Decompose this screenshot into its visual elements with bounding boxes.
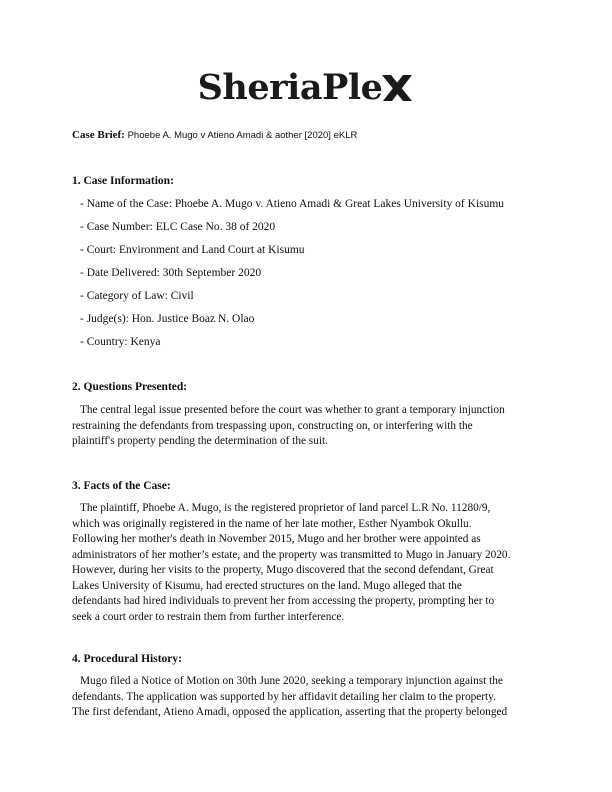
paragraph-line: administrators of her mother’s estate, and the property was transmitted to Mugo in January 2020. bbox=[72, 548, 511, 561]
section-heading-case-information: 1. Case Information: bbox=[72, 175, 174, 187]
section-heading-procedural-history: 4. Procedural History: bbox=[72, 653, 182, 665]
paragraph-line: Following her mother's death in November 2015, Mugo and her brother were appointed as bbox=[72, 533, 481, 545]
case-info-item: - Name of the Case: Phoebe A. Mugo v. Atieno Amadi & Great Lakes University of Kisumu bbox=[80, 198, 505, 210]
procedural-paragraph bbox=[72, 674, 540, 721]
paragraph-line: The plaintiff, Phoebe A. Mugo, is the registered proprietor of land parcel L.R No. 11280/9, bbox=[80, 502, 491, 514]
paragraph-line: However, during her visits to the property, Mugo discovered that the second defendant, Great bbox=[72, 564, 494, 576]
paragraph-line: seek a court order to restrain them from further interference. bbox=[72, 610, 345, 623]
paragraph-line: defendants. The application was supported by her affidavit detailing her claim to the property. bbox=[72, 690, 496, 703]
sheriaplex-logo bbox=[0, 67, 612, 108]
section-heading-questions-presented: 2. Questions Presented: bbox=[72, 381, 188, 393]
paragraph-line: which was originally registered in the name of her late mother, Esther Nyambok Okullu. bbox=[72, 517, 472, 530]
paragraph-line: defendants had hired individuals to prevent her from accessing the property, prompting her to bbox=[72, 595, 495, 607]
paragraph-line: restraining the defendants from trespassing upon, constructing on, or interfering with the bbox=[72, 419, 473, 432]
paragraph-line: The central legal issue presented before the court was whether to grant a temporary injunction bbox=[80, 404, 505, 416]
case-info-item: - Judge(s): Hon. Justice Boaz N. Olao bbox=[80, 313, 255, 325]
paragraph-line: Mugo filed a Notice of Motion on 30th June 2020, seeking a temporary injunction against the bbox=[80, 675, 503, 687]
case-info-item: - Country: Kenya bbox=[80, 336, 161, 348]
case-info-item: - Case Number: ELC Case No. 38 of 2020 bbox=[80, 221, 276, 233]
case-info-item: - Court: Environment and Land Court at Kisumu bbox=[80, 244, 305, 256]
case-brief-title: Phoebe A. Mugo v Atieno Amadi & aother [2020] eKLR bbox=[127, 130, 358, 141]
paragraph-line: The first defendant, Atieno Amadi, opposed the application, asserting that the property belonged bbox=[72, 706, 508, 718]
logo-text: SheriaPle bbox=[197, 67, 383, 108]
case-info-item: - Category of Law: Civil bbox=[80, 290, 194, 302]
logo-x-mark-icon bbox=[380, 73, 414, 103]
facts-paragraph bbox=[72, 501, 540, 625]
questions-paragraph bbox=[72, 403, 540, 450]
section-heading-facts: 3. Facts of the Case: bbox=[72, 480, 171, 492]
case-brief-label: Case Brief: bbox=[72, 129, 125, 141]
paragraph-line: Lakes University of Kisumu, had erected structures on the land. Mugo alleged that the bbox=[72, 579, 462, 592]
paragraph-line: plaintiff's property pending the determination of the suit. bbox=[72, 435, 328, 447]
case-brief-line bbox=[72, 129, 542, 142]
case-info-item: - Date Delivered: 30th September 2020 bbox=[80, 267, 262, 279]
